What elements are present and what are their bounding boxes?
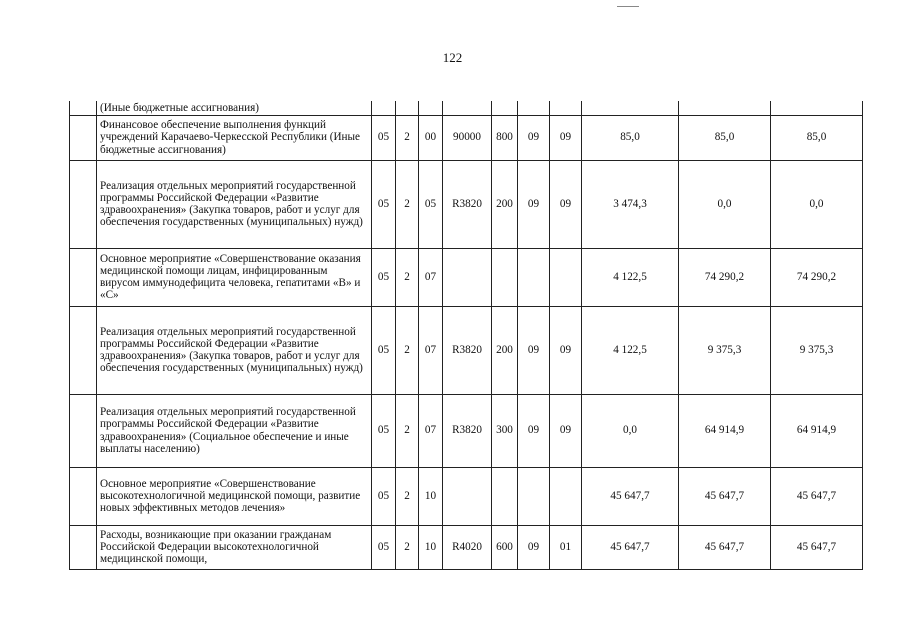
table-row <box>70 101 863 115</box>
code-c5: 800 <box>492 115 518 160</box>
row-number-cell <box>70 115 97 160</box>
code-c5 <box>492 101 518 115</box>
row-description: Основное мероприятие «Совершенствование высокотехнологичной медицинской помощи, развитие новых эффективных методов лечения» <box>97 467 372 525</box>
code-c6: 09 <box>518 115 550 160</box>
row-number-cell <box>70 306 97 394</box>
amount-v2: 74 290,2 <box>679 248 771 306</box>
amount-v3: 0,0 <box>771 160 863 248</box>
code-c6: 09 <box>518 394 550 467</box>
amount-v2: 64 914,9 <box>679 394 771 467</box>
code-c6: 09 <box>518 160 550 248</box>
code-c5: 300 <box>492 394 518 467</box>
row-number-cell <box>70 525 97 569</box>
amount-v1: 4 122,5 <box>582 248 679 306</box>
row-number-cell <box>70 394 97 467</box>
amount-v1: 45 647,7 <box>582 525 679 569</box>
code-c2 <box>396 101 419 115</box>
code-c4: R4020 <box>443 525 492 569</box>
amount-v2: 45 647,7 <box>679 525 771 569</box>
row-number-cell <box>70 248 97 306</box>
scan-mark <box>617 6 639 7</box>
code-c2: 2 <box>396 115 419 160</box>
code-c3: 07 <box>419 394 443 467</box>
code-c1: 05 <box>372 248 396 306</box>
amount-v1 <box>582 101 679 115</box>
code-c5: 600 <box>492 525 518 569</box>
code-c2: 2 <box>396 248 419 306</box>
code-c2: 2 <box>396 306 419 394</box>
code-c3 <box>419 101 443 115</box>
code-c6: 09 <box>518 306 550 394</box>
amount-v1: 0,0 <box>582 394 679 467</box>
code-c3: 10 <box>419 467 443 525</box>
code-c5: 200 <box>492 306 518 394</box>
table-row <box>70 306 863 394</box>
amount-v2: 0,0 <box>679 160 771 248</box>
table-row <box>70 160 863 248</box>
code-c6: 09 <box>518 525 550 569</box>
code-c4 <box>443 248 492 306</box>
amount-v3: 64 914,9 <box>771 394 863 467</box>
amount-v3: 85,0 <box>771 115 863 160</box>
amount-v3: 45 647,7 <box>771 525 863 569</box>
code-c5: 200 <box>492 160 518 248</box>
amount-v1: 85,0 <box>582 115 679 160</box>
code-c1: 05 <box>372 306 396 394</box>
code-c2: 2 <box>396 467 419 525</box>
amount-v2: 9 375,3 <box>679 306 771 394</box>
page-number: 122 <box>442 50 463 65</box>
amount-v3 <box>771 101 863 115</box>
amount-v3: 74 290,2 <box>771 248 863 306</box>
code-c3: 10 <box>419 525 443 569</box>
table-row <box>70 525 863 569</box>
code-c7: 09 <box>550 394 582 467</box>
row-description: Финансовое обеспечение выполнения функций учреждений Карачаево-Черкесской Республики (Иные бюджетные ассигнования) <box>97 115 372 160</box>
code-c3: 00 <box>419 115 443 160</box>
code-c3: 07 <box>419 306 443 394</box>
code-c7 <box>550 248 582 306</box>
code-c2: 2 <box>396 160 419 248</box>
code-c3: 07 <box>419 248 443 306</box>
amount-v3: 9 375,3 <box>771 306 863 394</box>
budget-table <box>69 101 863 570</box>
row-number-cell <box>70 160 97 248</box>
row-description: Реализация отдельных мероприятий государственной программы Российской Федерации «Развитие здравоохранения» (Закупка товаров, работ и услуг для обеспечения государственных (муниципальных) нужд) <box>97 306 372 394</box>
code-c7: 09 <box>550 306 582 394</box>
amount-v1: 4 122,5 <box>582 306 679 394</box>
amount-v3: 45 647,7 <box>771 467 863 525</box>
table-row <box>70 248 863 306</box>
table-row <box>70 115 863 160</box>
code-c6 <box>518 467 550 525</box>
row-number-cell <box>70 101 97 115</box>
code-c4 <box>443 467 492 525</box>
code-c3: 05 <box>419 160 443 248</box>
code-c7: 09 <box>550 160 582 248</box>
code-c7 <box>550 467 582 525</box>
code-c1: 05 <box>372 394 396 467</box>
amount-v2: 85,0 <box>679 115 771 160</box>
code-c4 <box>443 101 492 115</box>
table-row <box>70 467 863 525</box>
code-c1: 05 <box>372 467 396 525</box>
code-c4: R3820 <box>443 394 492 467</box>
code-c5 <box>492 467 518 525</box>
amount-v1: 3 474,3 <box>582 160 679 248</box>
code-c4: R3820 <box>443 306 492 394</box>
code-c1: 05 <box>372 115 396 160</box>
code-c4: 90000 <box>443 115 492 160</box>
row-description: Основное мероприятие «Совершенствование оказания медицинской помощи лицам, инфицированным вирусом иммунодефицита человека, гепатитами «В» и «С» <box>97 248 372 306</box>
code-c7 <box>550 101 582 115</box>
code-c7: 09 <box>550 115 582 160</box>
amount-v2 <box>679 101 771 115</box>
code-c1 <box>372 101 396 115</box>
amount-v2: 45 647,7 <box>679 467 771 525</box>
code-c6 <box>518 248 550 306</box>
table-row <box>70 394 863 467</box>
code-c4: R3820 <box>443 160 492 248</box>
code-c6 <box>518 101 550 115</box>
row-description: (Иные бюджетные ассигнования) <box>97 101 372 115</box>
code-c2: 2 <box>396 525 419 569</box>
code-c1: 05 <box>372 525 396 569</box>
code-c5 <box>492 248 518 306</box>
code-c1: 05 <box>372 160 396 248</box>
amount-v1: 45 647,7 <box>582 467 679 525</box>
code-c2: 2 <box>396 394 419 467</box>
row-description: Расходы, возникающие при оказании гражданам Российской Федерации высокотехнологичной медицинской помощи, <box>97 525 372 569</box>
row-description: Реализация отдельных мероприятий государственной программы Российской Федерации «Развитие здравоохранения» (Закупка товаров, работ и услуг для обеспечения государственных (муниципальных) нужд) <box>97 160 372 248</box>
row-description: Реализация отдельных мероприятий государственной программы Российской Федерации «Развитие здравоохранения» (Социальное обеспечение и иные выплаты населению) <box>97 394 372 467</box>
row-number-cell <box>70 467 97 525</box>
code-c7: 01 <box>550 525 582 569</box>
